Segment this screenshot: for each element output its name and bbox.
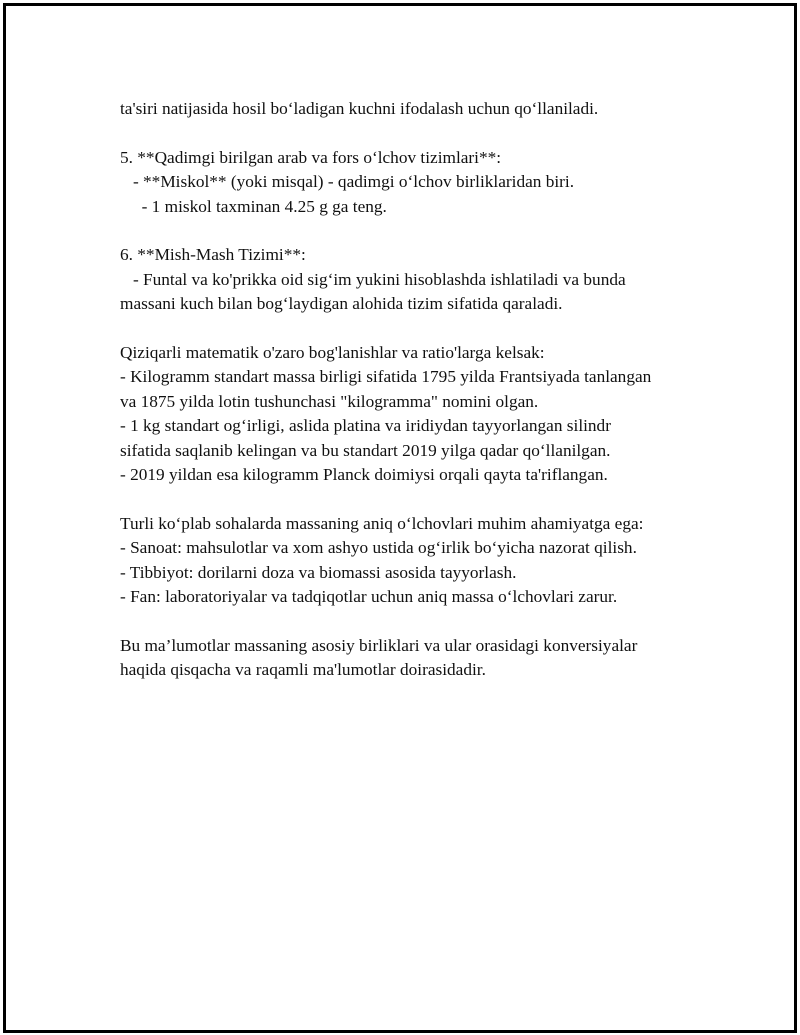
text-line: - Sanoat: mahsulotlar va xom ashyo ustida og‘irlik bo‘yicha nazorat qilish.: [120, 538, 637, 558]
text-line: - Fan: laboratoriyalar va tadqiqotlar uchun aniq massa o‘lchovlari zarur.: [120, 587, 618, 607]
page-frame: [3, 3, 797, 1033]
text-line: - Kilogramm standart massa birligi sifatida 1795 yilda Frantsiyada tanlangan: [120, 367, 652, 387]
text-line: Turli ko‘plab sohalarda massaning aniq o‘lchovlari muhim ahamiyatga ega:: [120, 513, 644, 533]
text-line: va 1875 yilda lotin tushunchasi "kilogramma" nomini olgan.: [120, 391, 539, 411]
text-line: - Funtal va ko'prikka oid sig‘im yukini hisoblashda ishlatiladi va bunda: [120, 269, 626, 289]
paragraph-gap: [120, 609, 720, 633]
text-line: - 2019 yildan esa kilogramm Planck doimiysi orqali qayta ta'riflangan.: [120, 465, 608, 485]
text-line: Qiziqarli matematik o'zaro bog'lanishlar va ratio'larga kelsak:: [120, 343, 545, 363]
paragraph-gap: [120, 121, 720, 145]
text-line: - 1 kg standart og‘irligi, aslida platina va iridiydan tayyorlangan silindr: [120, 416, 611, 436]
document-body: [120, 97, 720, 683]
text-line: ta'siri natijasida hosil bo‘ladigan kuchni ifodalash uchun qo‘llaniladi.: [120, 99, 599, 118]
text-line: - Tibbiyot: dorilarni doza va biomassi asosida tayyorlash.: [120, 562, 517, 582]
text-line: massani kuch bilan bog‘laydigan alohida tizim sifatida qaraladi.: [120, 294, 563, 314]
paragraph: [120, 634, 720, 683]
paragraph-gap: [120, 317, 720, 341]
paragraph: [120, 512, 720, 610]
text-line: 6. **Mish-Mash Tizimi**:: [120, 245, 306, 265]
text-line: Bu ma’lumotlar massaning asosiy birliklari va ular orasidagi konversiyalar: [120, 635, 638, 655]
text-line: sifatida saqlanib kelingan va bu standart 2019 yilga qadar qo‘llanilgan.: [120, 440, 611, 460]
paragraph-gap: [120, 487, 720, 511]
paragraph: [120, 97, 720, 121]
paragraph: [120, 243, 720, 316]
text-line: - 1 miskol taxminan 4.25 g ga teng.: [120, 196, 387, 216]
paragraph-gap: [120, 219, 720, 243]
text-line: - **Miskol** (yoki misqal) - qadimgi o‘lchov birliklaridan biri.: [120, 172, 575, 192]
paragraph: [120, 341, 720, 487]
text-line: haqida qisqacha va raqamli ma'lumotlar doirasidadir.: [120, 660, 486, 680]
paragraph: [120, 146, 720, 219]
text-line: 5. **Qadimgi birilgan arab va fors o‘lchov tizimlari**:: [120, 147, 502, 167]
